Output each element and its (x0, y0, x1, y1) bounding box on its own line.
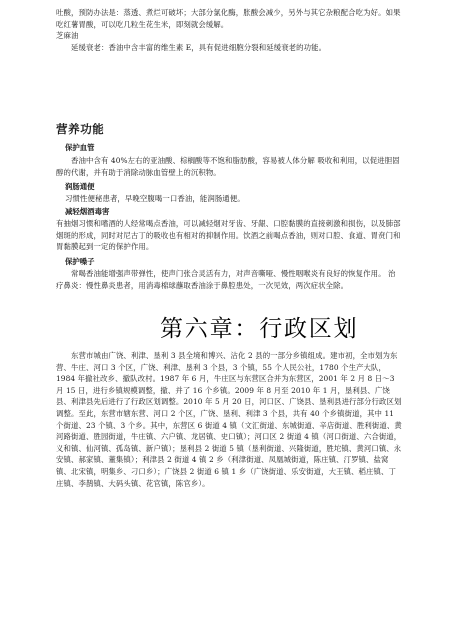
paragraph-text: 东营市城由广饶、利津、垦利 3 县全境和博兴、沾化 2 县的一部分乡镇组成。建市初，全市划为东营、牛庄、河口 3 个区，广饶、利津、垦利 3 个县，3 个镇，55 个人民公社，1780 个生产大队，1984 年撤社改乡、撤队改村。1987 年 6 月，牛庄区与东营区合并为东营区，2001 年 2 月 8 日～3 月 15 日，进行乡镇规模调整，撤、并了 16 个乡镇。2009 年 8 月至 2010 年 1 月，垦利县、广饶县、利津县先后进行了行政区划调整。2010 年 5 月 20 日，河口区、广饶县、垦利县进行部分行政区划调整。至此，东营市辖东营、河口 2 个区，广饶、垦利、利津 3 个县，共有 40 个乡镇街道，其中 11 个街道、23 个镇、3 个乡。其中，东营区 6 街道 4 镇（文汇街道、东城街道、辛店街道、胜利街道、黄河路街道、胜园街道，牛庄镇、六户镇、龙居镇、史口镇）；河口区 2 街道 4 镇（河口街道、六合街道，义和镇、仙河镇、孤岛镇、新户镇）；垦利县 2 街道 5 镇（垦利街道、兴隆街道，胜坨镇、黄河口镇、永安镇、郝家镇、董集镇）；利津县 2 街道 4 镇 2 乡（利津街道、凤凰城街道，陈庄镇、汀罗镇、盐窝镇、北宋镇，明集乡、刁口乡）；广饶县 2 街道 6 镇 1 乡（广饶街道、乐安街道，大王镇、稻庄镇、丁庄镇、李鹊镇、大码头镇、花官镇，陈官乡）。 (56, 351, 402, 488)
intro-paragraph: 吐酸，预防办法是：蒸透、煮烂可破坏；大部分氯化酶，胀酸会减少，另外与其它杂粮配合吃为好。如果吃红薯胃酸，可以吃几粒生花生米，即刻就会缓解。 (56, 8, 401, 29)
paragraph-bowel (65, 193, 245, 205)
paragraph-text: 香油中含有 40%左右的亚油酸、棕榈酸等不饱和脂肪酸，容易被人体分解 吸收和利用，以促进胆固醇的代谢，并有助于消除动脉血管壁上的沉积物。 (56, 156, 400, 177)
paragraph-protect-vessels (56, 155, 402, 178)
paragraph-tobacco-alcohol (56, 218, 402, 253)
subheading-throat: 保护嗓子 (65, 257, 95, 266)
paragraph-text: 有抽烟习惯和嗜酒的人经常喝点香油，可以减轻烟对牙齿、牙龈、口腔黏膜的直接刺激和损伤，以及肺部烟斑的形成，同时对尼古丁的吸收也有相对的抑制作用。饮酒之前喝点香油，则对口腔、食道、胃贲门和胃黏膜起到一定的保护作用。 (56, 219, 401, 252)
subheading-bowel: 润肠通便 (65, 182, 95, 191)
intro-block (56, 7, 406, 53)
section-heading: 营养功能 (56, 122, 105, 136)
subheading-tobacco-alcohol: 减轻烟酒毒害 (65, 207, 110, 216)
chapter-paragraph (56, 350, 402, 489)
paragraph-text: 习惯性便秘患者，早晚空腹喝一口香油，能润肠通便。 (65, 194, 245, 203)
paragraph-text: 常喝香油能增强声带弹性，使声门张合灵活有力，对声音嘶哑、慢性咽喉炎有良好的恢复作用。 治疗鼻炎：慢性鼻炎患者，用消毒棉球蘸取香油涂于鼻腔患处，一次见效，两次症状全除。 (56, 269, 396, 290)
sesame-oil-label: 芝麻油 (56, 31, 79, 41)
paragraph-throat (56, 268, 402, 291)
subheading-protect-vessels: 保护血管 (65, 143, 95, 152)
anti-aging-paragraph: 延缓衰老：香油中含丰富的维生素 E，具有促进细胞分裂和延缓衰老的功能。 (71, 42, 327, 52)
chapter-title: 第六章：行政区划 (160, 316, 359, 342)
